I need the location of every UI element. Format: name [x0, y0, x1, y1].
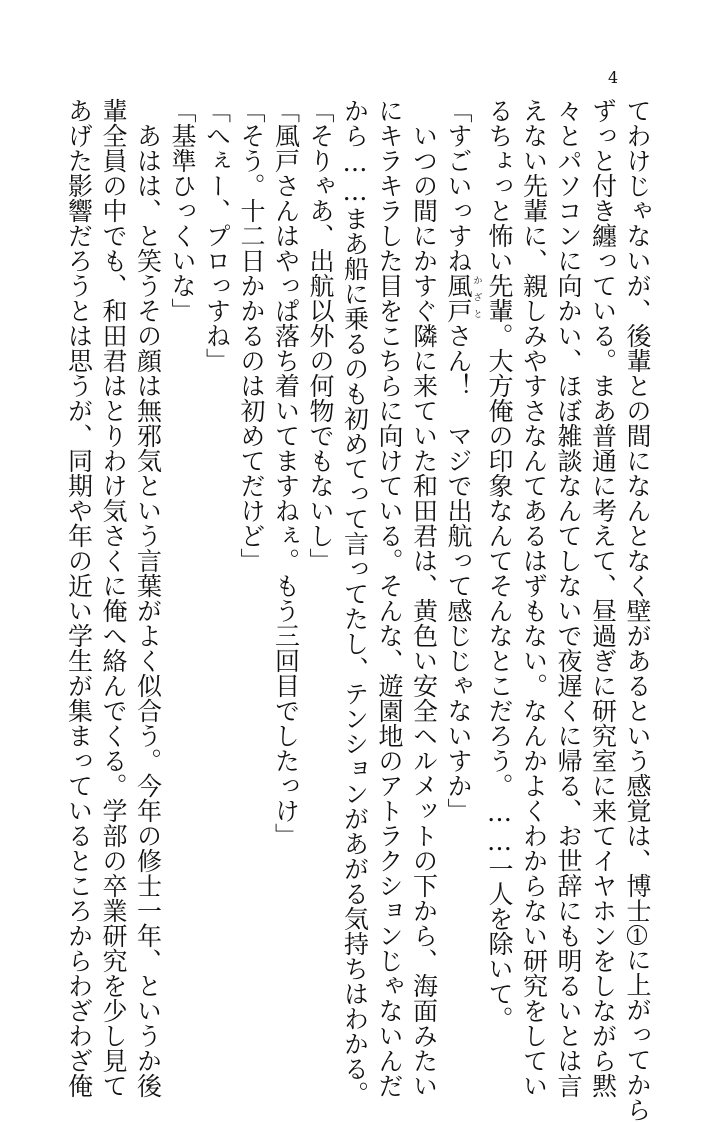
text-line-segment: さん！ マジで出航って感じじゃないすか」 [444, 323, 473, 823]
ruby-base: 風戸 [444, 273, 473, 323]
text-line: あげた影響だろうとは思うが、同期や年の近い学生が集まっているところからわざわざ俺 [64, 98, 94, 1098]
text-line: ずっと付き纏っている。まあ普通に考えて、昼過ぎに研究室に来てイヤホンをしながら黙 [588, 98, 618, 1098]
text-line: 「そりゃあ、出航以外の何物でもないし」 [306, 98, 335, 573]
page-number: 4 [608, 68, 619, 87]
text-line-segment: に上がってから [623, 947, 652, 1122]
text-line: るちょっと怖い先輩。大方俺の印象なんてそんなとこだろう。……一人を除いて。 [485, 98, 514, 1031]
text-line: 「へぇー、プロっすね」 [202, 98, 232, 373]
text-line [441, 98, 482, 978]
text-line: いつの間にかすぐ隣に来ていた和田君は、黄色い安全ヘルメットの下から、海面みたい [409, 98, 439, 1098]
annotation-mark: 1 [627, 926, 648, 947]
ruby-name [444, 273, 482, 323]
text-line: にキラキラした目をこちらに向けている。そんな、遊園地のアトラクションじゃないんだ [375, 98, 404, 1098]
text-line: えない先輩に、親しみやすさなんてあるはずもない。なんかよくわからない研究をしてい [519, 98, 549, 1098]
text-line: 々とパソコンに向かい、ほぼ雑談なんてしないで夜遅くに帰る、お世辞にも明るいとは言 [554, 98, 583, 1098]
text-line-segment: てわけじゃないが、後輩との間になんとなく壁があるという感覚は、博士 [623, 98, 652, 923]
novel-body-text [61, 98, 654, 1122]
text-line: から……まあ船に乗るのも初めてって言ってたし、テンションがあがる気持ちはわかる。 [340, 98, 370, 1106]
ruby-reading: かざと [471, 273, 482, 323]
text-line: 輩全員の中でも、和田君はとりわけ気さくに俺へ絡んでくる。学部の卒業研究を少し見て [99, 98, 128, 1098]
text-line: 「基準ひっくいな」 [168, 98, 197, 323]
text-line: 「風戸さんはやっぱ落ち着いてますねぇ。もう三回目でしたっけ」 [271, 98, 301, 848]
text-line [620, 98, 655, 1122]
text-line-segment: 「すごいっすね [444, 98, 473, 273]
text-line: あはは、と笑うその顔は無邪気という言葉がよく似合う。今年の修士一年、というか後 [133, 98, 163, 1098]
text-line: 「そう。十二日かかるのは初めてだけど」 [237, 98, 266, 573]
